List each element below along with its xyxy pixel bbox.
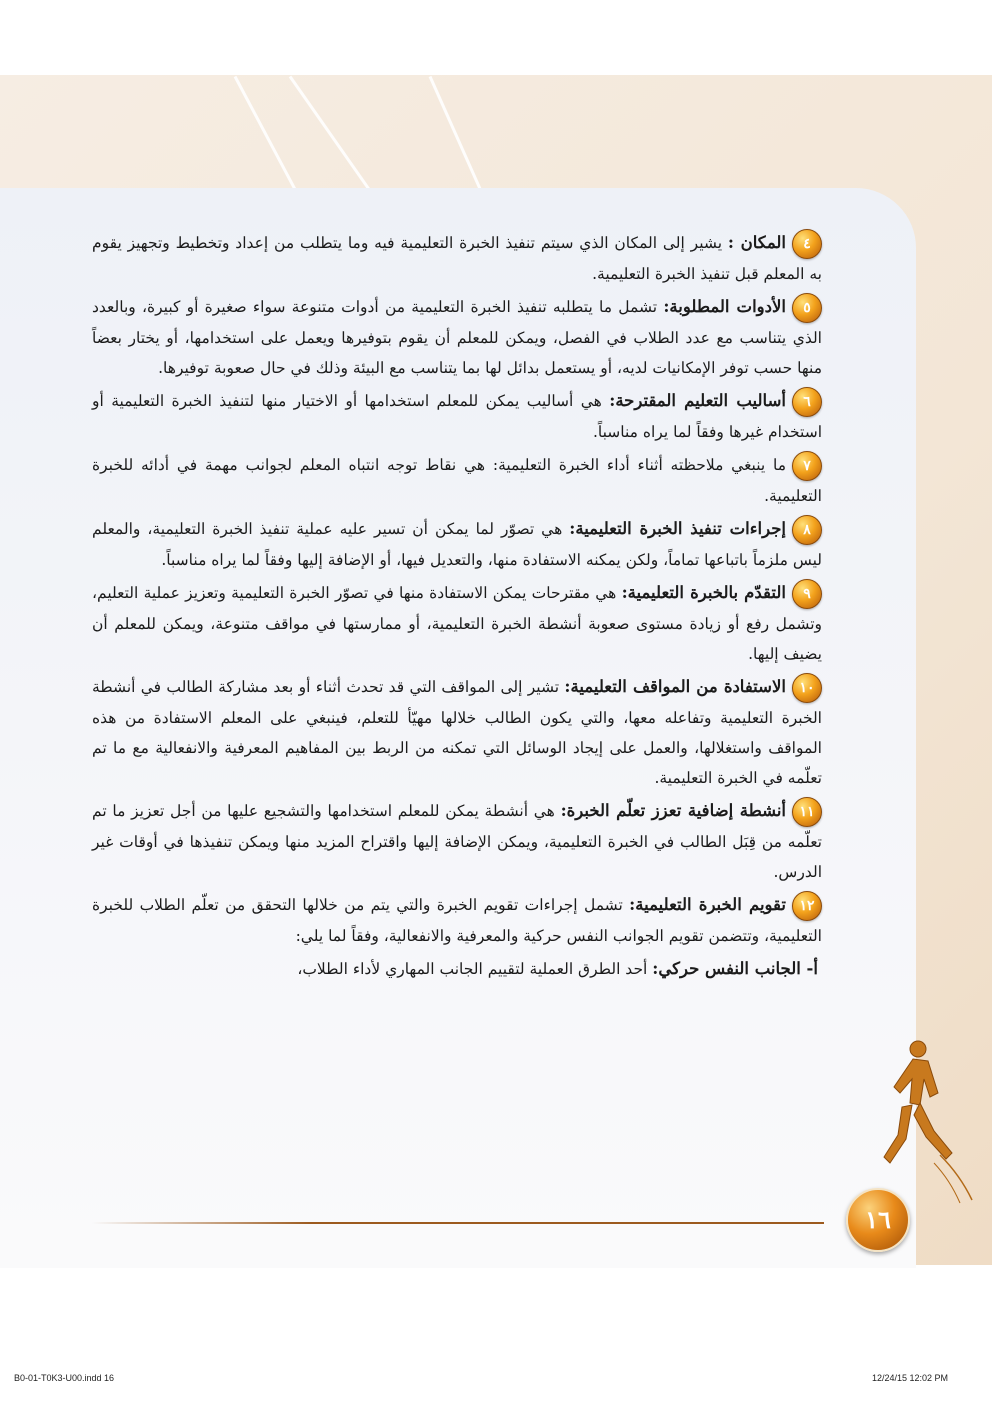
runner-icon (880, 1035, 975, 1205)
page-number-badge: ١٦ (846, 1188, 910, 1252)
item-text: تشمل إجراءات تقويم الخبرة والتي يتم من خلالها التحقق من تعلّم الطلاب للخبرة التعليمية، وتتضمن تقويم الجوانب النفس حركية والمعرفية والانفعالية، وفقاً لما يلي: (92, 896, 822, 945)
item-term: أساليب التعليم المقترحة: (609, 391, 786, 410)
decorative-stripe (289, 76, 372, 192)
item-number-badge: ٦ (792, 387, 822, 417)
item-text: يشير إلى المكان الذي سيتم تنفيذ الخبرة التعليمية فيه وما يتطلب من إعداد وتخطيط وتجهيز يقوم به المعلم قبل تنفيذ الخبرة التعليمية. (92, 234, 822, 283)
item-term: إجراءات تنفيذ الخبرة التعليمية: (569, 519, 786, 538)
item-text: ما ينبغي ملاحظته أثناء أداء الخبرة التعليمية: هي نقاط توجه انتباه المعلم لجوانب مهمة في أدائه للخبرة التعليمية. (92, 456, 822, 505)
sub-item-text: أحد الطرق العملية لتقييم الجانب المهاري لأداء الطلاب، (297, 960, 653, 978)
list-item (92, 890, 822, 951)
list-item (92, 228, 822, 289)
decorative-stripe (429, 76, 485, 196)
list-item (92, 292, 822, 383)
item-text: هي مقترحات يمكن الاستفادة منها في تصوّر الخبرة التعليمية وتعزيز عملية التعليم، وتشمل رفع أو زيادة مستوى صعوبة أنشطة الخبرة التعليمية، أو ممارستها في مواقف متنوعة، ويمكن للمعلم أن يضيف إليها. (92, 584, 822, 663)
list-item (92, 796, 822, 887)
main-content (92, 228, 822, 987)
list-item (92, 450, 822, 511)
list-item (92, 386, 822, 447)
item-text: هي أنشطة يمكن للمعلم استخدامها والتشجيع عليها من أجل تعزيز ما تم تعلّمه من قِبَل الطالب في الخبرة التعليمية، ويمكن الإضافة إليها واقتراح المزيد منها ويمكن تنفيذها في أوقات غير الدرس. (92, 802, 822, 881)
item-term: الأدوات المطلوبة: (663, 297, 786, 316)
item-text: هي تصوّر لما يمكن أن تسير عليه عملية تنفيذ الخبرة التعليمية، والمعلم ليس ملزماً باتباعها تماماً، ولكن يمكنه الاستفادة منها، والتعديل فيها، أو الإضافة إليها وفقاً لما يراه مناسباً. (92, 520, 822, 569)
sub-item (92, 954, 822, 984)
item-term: الاستفادة من المواقف التعليمية: (564, 677, 786, 696)
item-number-badge: ٥ (792, 293, 822, 323)
item-term: أنشطة إضافية تعزز تعلّم الخبرة: (560, 801, 786, 820)
item-number-badge: ٧ (792, 451, 822, 481)
print-timestamp: 12/24/15 12:02 PM (872, 1373, 949, 1383)
item-text: هي أساليب يمكن للمعلم استخدامها أو الاختيار منها لتنفيذ الخبرة التعليمية أو استخدام غيرها وفقاً لما يراه مناسباً. (92, 392, 822, 441)
item-number-badge: ١١ (792, 797, 822, 827)
list-item (92, 672, 822, 793)
item-number-badge: ١٠ (792, 673, 822, 703)
list-item (92, 578, 822, 669)
item-term: تقويم الخبرة التعليمية: (629, 895, 786, 914)
item-number-badge: ٤ (792, 229, 822, 259)
sub-item-term: أ- الجانب النفس حركي: (652, 959, 818, 978)
print-file-info: B0-01-T0K3-U00.indd 16 (14, 1373, 115, 1383)
item-number-badge: ٨ (792, 515, 822, 545)
item-text: تشمل ما يتطلبه تنفيذ الخبرة التعليمية من أدوات متنوعة سواء صغيرة أو كبيرة، وبالعدد الذي يتناسب مع عدد الطلاب في الفصل، ويمكن للمعلم أن يقوم بتوفيرها ويعمل على استخدامها، أو يختار بعضاً منها حسب توفر الإمكانيات لديه، أو يستعمل بدائل لها بما يتناسب مع البيئة وذلك في حال صعوبة توفيرها. (92, 298, 822, 377)
item-term: التقدّم بالخبرة التعليمية: (621, 583, 786, 602)
item-number-badge: ٩ (792, 579, 822, 609)
item-text: تشير إلى المواقف التي قد تحدث أثناء أو بعد مشاركة الطالب في أنشطة الخبرة التعليمية وتفاعله معها، والتي يكون الطالب خلالها مهيّأ للتعلم، فينبغي على المعلم الاستفادة من هذه المواقف واستغلالها، والعمل على إيجاد الوسائل التي تمكنه من الربط بين المفاهيم المعرفية والانفعالية مع ما تم تعلّمه في الخبرة التعليمية. (92, 678, 822, 787)
item-number-badge: ١٢ (792, 891, 822, 921)
item-term: المكان : (727, 233, 786, 252)
list-item (92, 514, 822, 575)
footer-rule (92, 1222, 824, 1224)
